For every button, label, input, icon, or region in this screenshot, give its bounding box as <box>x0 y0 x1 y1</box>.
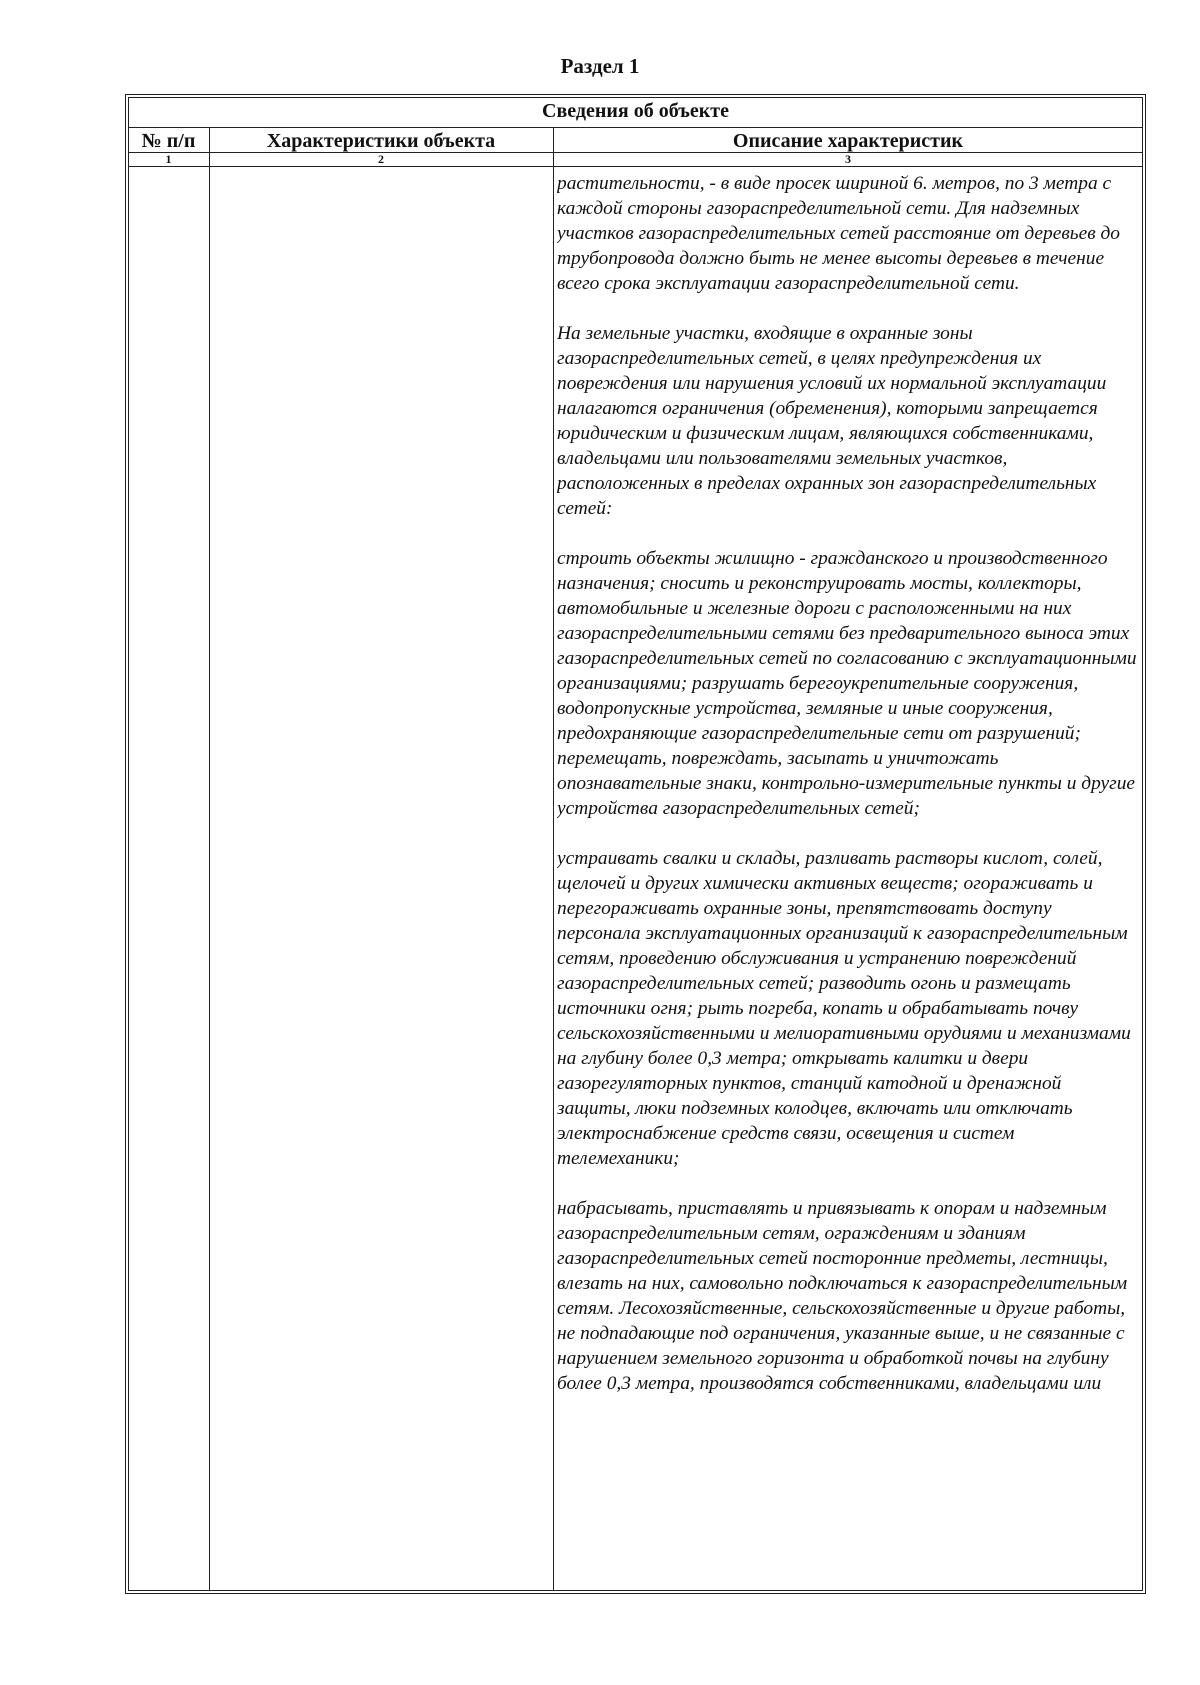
column-number-1: 1 <box>128 153 209 167</box>
column-header-number: № п/п <box>128 128 209 153</box>
description-paragraph: На земельные участки, входящие в охранные зоны газораспределительных сетей, в целях предупреждения их повреждения или нарушения условий их нормальной эксплуатации налагаются ограничения (обременения), которыми запрещается юридическим и физическим лицам, являющихся собственниками, владельцами или пользователями земельных участков, расположенных в пределах охранных зон газораспределительных сетей: <box>557 323 1107 519</box>
cell-characteristic-empty <box>210 168 552 1588</box>
cell-number-empty <box>129 168 208 1588</box>
description-paragraph: строить объекты жилищно - гражданского и производственного назначения; сносить и реконструировать мосты, коллекторы, автомобильные и железные дороги с расположенными на них газораспределительными сетями без предварительного выноса этих газораспределительных сетей по согласованию с эксплуатационными организациями; разрушать берегоукрепительные сооружения, водопропускные устройства, земляные и иные сооружения, предохраняющие газораспределительные сети от разрушений; перемещать, повреждать, засыпать и уничтожать опознавательные знаки, контрольно-измерительные пункты и другие устройства газораспределительных сетей; <box>557 548 1137 819</box>
page-title: Раздел 1 <box>560 54 640 78</box>
description-paragraph: набрасывать, приставлять и привязывать к опорам и надземным газораспределительным сетям, ограждениям и зданиям газораспределительных сетей посторонние предметы, лестницы, влезать на них, самовольно подключаться к газораспределительным сетям. Лесохозяйственные, сельскохозяйственные и другие работы, не подпадающие под ограничения, указанные выше, и не связанные с нарушением земельного горизонта и обработкой почвы на глубину более 0,3 метра, производятся собственниками, владельцами или <box>557 1198 1128 1394</box>
table-section-title: Сведения об объекте <box>128 97 1143 128</box>
description-cell <box>557 171 1139 1589</box>
column-header-characteristics: Характеристики объекта <box>209 128 553 153</box>
column-number-2: 2 <box>209 153 553 167</box>
column-number-3: 3 <box>553 153 1143 167</box>
description-paragraph: растительности, - в виде просек шириной 6. метров, по 3 метра с каждой стороны газораспределительной сети. Для надземных участков газораспределительных сетей расстояние от деревьев до трубопровода должно быть не менее высоты деревьев в течение всего срока эксплуатации газораспределительной сети. <box>557 173 1120 294</box>
column-header-description: Описание характеристик <box>553 128 1143 153</box>
description-paragraph: устраивать свалки и склады, разливать растворы кислот, солей, щелочей и других химически активных веществ; огораживать и перегораживать охранные зоны, препятствовать доступу персонала эксплуатационных организаций к газораспределительным сетям, проведению обслуживания и устранению повреждений газораспределительных сетей; разводить огонь и размещать источники огня; рыть погреба, копать и обрабатывать почву сельскохозяйственными и мелиоративными орудиями и механизмами на глубину более 0,3 метра; открывать калитки и двери газорегуляторных пунктов, станций катодной и дренажной защиты, люки подземных колодцев, включать или отключать электроснабжение средств связи, освещения и систем телемеханики; <box>557 848 1131 1169</box>
column-divider-2 <box>553 128 554 1591</box>
